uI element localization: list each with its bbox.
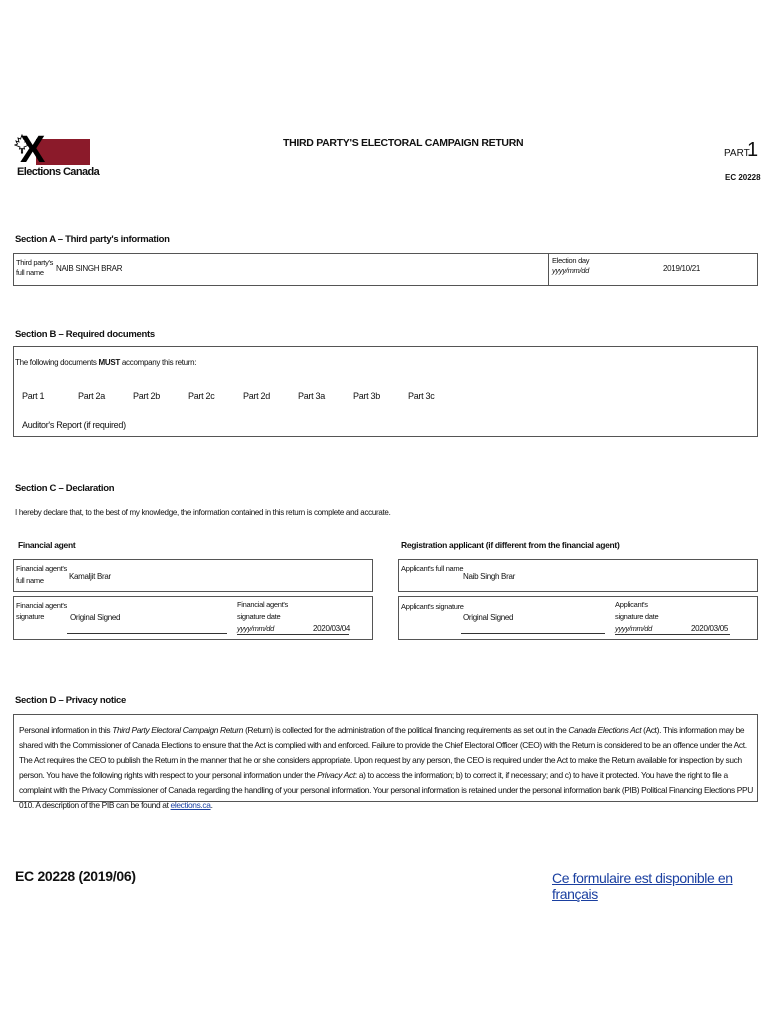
- election-day-field[interactable]: 2019/10/21: [663, 264, 701, 273]
- fa-signature-line: [67, 633, 227, 634]
- doc-part-2d: Part 2d: [243, 391, 270, 401]
- ra-date-label-1: Applicant's: [615, 600, 648, 609]
- third-party-name-field[interactable]: NAIB SINGH BRAR: [56, 264, 123, 273]
- ra-signature-label: Applicant's signature: [401, 602, 464, 611]
- applicant-name-field[interactable]: Naib Singh Brar: [463, 572, 515, 581]
- fa-name-label-2: full name: [16, 576, 44, 585]
- privacy-p2: (Return) is collected for the administration of the political financing requirements as set out in the: [243, 725, 569, 735]
- elections-ca-link[interactable]: elections.ca: [170, 800, 211, 810]
- doc-part-2a: Part 2a: [78, 391, 105, 401]
- fa-signature-label-2: signature: [16, 612, 45, 621]
- privacy-p1-italic: Third Party Electoral Campaign Return: [112, 725, 244, 735]
- required-docs-intro: [15, 358, 196, 367]
- fa-date-label-1: Financial agent's: [237, 600, 288, 609]
- financial-agent-signature-field[interactable]: Original Signed: [70, 613, 121, 622]
- financial-agent-name-field[interactable]: Kamaljit Brar: [69, 572, 111, 581]
- section-a-heading: Section A – Third party's information: [15, 234, 170, 245]
- third-party-name-label-1: Third party's: [16, 258, 54, 267]
- fa-date-line: [237, 634, 349, 635]
- election-day-format: yyyy/mm/dd: [552, 266, 590, 275]
- doc-part-2c: Part 2c: [188, 391, 215, 401]
- financial-agent-date-field[interactable]: 2020/03/04: [313, 624, 351, 633]
- applicant-signature-field[interactable]: Original Signed: [463, 613, 514, 622]
- ra-date-label-2: signature date: [615, 612, 659, 621]
- privacy-p3: (Act). This information may be shared with the Commissioner of Canada Elections to ensure that the Act is complied with and enforced. Failure to provide the Chief Electoral Officer (CEO) with the Return is considered to be an offence under the Act. The Act requires the CEO to publish the Return in the manner that he or she considers appropriate. Upon request by any person, the CEO is required under the Act to make the Return available for inspection by such person. You have the following rights with respect to your personal information under the: [19, 725, 747, 780]
- fa-date-label-2: signature date: [237, 612, 281, 621]
- registration-applicant-heading: Registration applicant (if different from the financial agent): [401, 540, 620, 550]
- ra-signature-line: [461, 633, 605, 634]
- privacy-p3-italic: Privacy Act: [317, 770, 355, 780]
- intro-after: accompany this return:: [119, 358, 197, 367]
- ra-date-line: [615, 634, 730, 635]
- applicant-date-field[interactable]: 2020/03/05: [691, 624, 729, 633]
- intro-before: The following documents: [15, 358, 99, 367]
- ra-date-format: yyyy/mm/dd: [615, 624, 653, 633]
- logo-x-mark: X: [20, 129, 46, 171]
- logo-text: Elections Canada: [17, 166, 100, 178]
- privacy-p5: .: [210, 800, 213, 810]
- declaration-text: I hereby declare that, to the best of my knowledge, the information contained in this return is complete and accurate.: [15, 508, 391, 517]
- privacy-notice-text: [19, 723, 754, 813]
- privacy-p2-italic: Canada Elections Act: [568, 725, 642, 735]
- privacy-p4: : a) to access the information; b) to correct it, if necessary; and c) to have it protected. You have the right to file a complaint with the Privacy Commissioner of Canada regarding the handling of your personal information. Your personal information is retained under the personal information bank (PIB) Political Financing Elections PPU 010. A description of the PIB can be found at: [19, 770, 753, 810]
- ra-name-label: Applicant's full name: [401, 564, 464, 573]
- page-title: THIRD PARTY'S ELECTORAL CAMPAIGN RETURN: [283, 137, 524, 149]
- intro-must: MUST: [98, 358, 120, 367]
- part-number: 1: [747, 139, 759, 161]
- fa-date-format: yyyy/mm/dd: [237, 624, 275, 633]
- financial-agent-heading: Financial agent: [18, 540, 76, 550]
- section-c-heading: Section C – Declaration: [15, 483, 115, 494]
- third-party-name-label-2: full name: [16, 268, 44, 277]
- election-day-label: Election day: [552, 256, 590, 265]
- fa-name-label-1: Financial agent's: [16, 564, 67, 573]
- doc-part-3c: Part 3c: [408, 391, 435, 401]
- fa-signature-label-1: Financial agent's: [16, 601, 67, 610]
- doc-part-2b: Part 2b: [133, 391, 160, 401]
- footer-form-code: EC 20228 (2019/06): [15, 868, 136, 884]
- privacy-p1: Personal information in this: [19, 725, 113, 735]
- financial-agent-name-box: [13, 559, 373, 592]
- part-label: PART: [724, 148, 750, 159]
- french-version-link[interactable]: Ce formulaire est disponible en français: [552, 870, 733, 902]
- form-code: EC 20228: [725, 173, 761, 182]
- section-d-heading: Section D – Privacy notice: [15, 695, 126, 706]
- doc-part-3b: Part 3b: [353, 391, 380, 401]
- doc-part-1: Part 1: [22, 391, 45, 401]
- doc-auditors-report: Auditor's Report (if required): [22, 420, 126, 430]
- doc-part-3a: Part 3a: [298, 391, 325, 401]
- section-b-heading: Section B – Required documents: [15, 329, 155, 340]
